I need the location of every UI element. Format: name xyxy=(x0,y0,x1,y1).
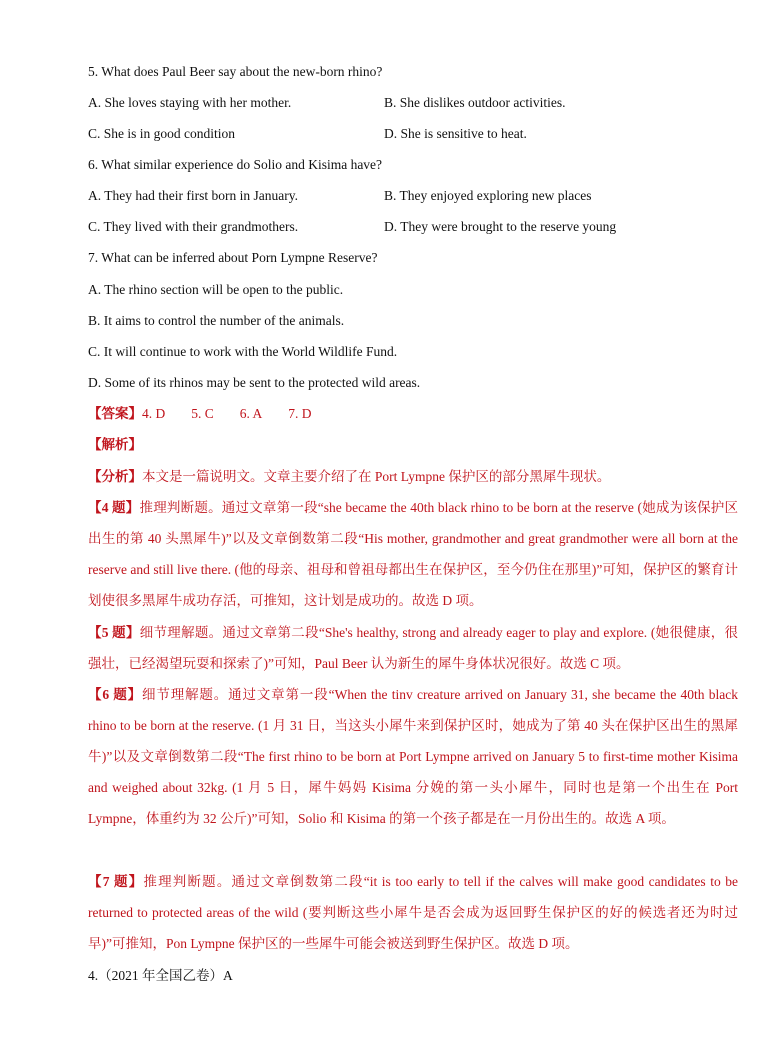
answer-item: 4. D xyxy=(142,406,166,421)
q5-text: 细节理解题。通过文章第二段“She's healthy, strong and already eager to play and explore. (她很健康，很强壮，已经渴望玩耍和探索了)”可知，Paul Beer 认为新生的犀牛身体状况很好。故选 C 项。 xyxy=(88,625,739,671)
q7-text: 推理判断题。通过文章倒数第二段“it is too early to tell if the calves will make good candidates to be returned to protected areas of the wild (要判断这些小犀牛是否会成为返回野生保护区的好的候选者还为时过早)”可推知，Pon Lympne 保护区的一些犀牛可能会被送到野生保护区。故选 D 项。 xyxy=(88,874,738,951)
q5-tag: 【5 题】 xyxy=(88,625,140,640)
question-7-option-a: A. The rhino section will be open to the public. xyxy=(88,282,344,297)
analysis-q4 xyxy=(60,492,738,616)
analysis-overview xyxy=(60,461,738,492)
answer-item: 6. A xyxy=(239,406,263,421)
q6-text: 细节理解题。通过文章第一段“When the tinv creature arrived on January 31, she became the 40th black rhino to be born at the reserve. (1 月 31 日，当这头小犀牛来到保护区时，她成为了第 40 头在保护区出生的黑犀牛)”以及文章倒数第二段“The first rhino to be born at Port Lympne arrived on January 5 to first-time mother Kisima and weighed about 32kg. (1 月 5 日，犀牛妈妈 Kisima 分娩的第一头小犀牛，同时也是第一个出生在 Port Lympne，体重约为 32 公斤)”可知，Solio 和 Kisima 的第一个孩子都是在一月份出生的。故选 A 项。 xyxy=(88,687,738,826)
answer-line xyxy=(88,404,338,424)
overview-tag: 【分析】 xyxy=(88,469,142,484)
question-5-stem: 5. What does Paul Beer say about the new-born rhino? xyxy=(88,64,383,79)
next-section-heading: 4.（2021 年全国乙卷）A xyxy=(88,968,233,983)
question-5-option-a: A. She loves staying with her mother. xyxy=(88,95,292,110)
question-6-option-a: A. They had their first born in January. xyxy=(88,188,298,203)
q4-text: 推理判断题。通过文章第一段“she became the 40th black rhino to be born at the reserve (她成为该保护区出生的第 40 头黑犀牛)”以及文章倒数第二段“His mother, grandmother and great grandmother were all born at the reserve and still live there. (他的母亲、祖母和曾祖母都出生在保护区，至今仍住在那里)”可知，保护区的繁育计划使很多黑犀牛成功存活，可推知，这计划是成功的。故选 D 项。 xyxy=(88,500,739,608)
answer-label: 【答案】 xyxy=(88,406,142,421)
question-6-option-c: C. They lived with their grandmothers. xyxy=(88,219,299,234)
analysis-q5 xyxy=(60,617,738,679)
q7-tag: 【7 题】 xyxy=(88,874,144,889)
question-6-option-d: D. They were brought to the reserve young xyxy=(384,219,617,234)
q6-tag: 【6 题】 xyxy=(88,687,143,702)
question-6-stem: 6. What similar experience do Solio and Kisima have? xyxy=(88,157,383,172)
analysis-q7 xyxy=(60,866,738,959)
answer-item: 7. D xyxy=(288,406,312,421)
question-5-option-d: D. She is sensitive to heat. xyxy=(384,126,527,141)
analysis-label: 【解析】 xyxy=(88,437,142,452)
analysis-q6 xyxy=(60,679,738,834)
question-7-stem: 7. What can be inferred about Porn Lympne Reserve? xyxy=(88,250,378,265)
question-7-option-c: C. It will continue to work with the World Wildlife Fund. xyxy=(88,344,398,359)
q4-tag: 【4 题】 xyxy=(88,500,140,515)
question-6-option-b: B. They enjoyed exploring new places xyxy=(384,188,592,203)
question-5-option-b: B. She dislikes outdoor activities. xyxy=(384,95,566,110)
question-7-option-b: B. It aims to control the number of the animals. xyxy=(88,313,345,328)
overview-text: 本文是一篇说明文。文章主要介绍了在 Port Lympne 保护区的部分黑犀牛现状。 xyxy=(142,469,611,484)
answer-item: 5. C xyxy=(191,406,214,421)
question-7-option-d: D. Some of its rhinos may be sent to the protected wild areas. xyxy=(88,375,421,390)
question-5-option-c: C. She is in good condition xyxy=(88,126,236,141)
